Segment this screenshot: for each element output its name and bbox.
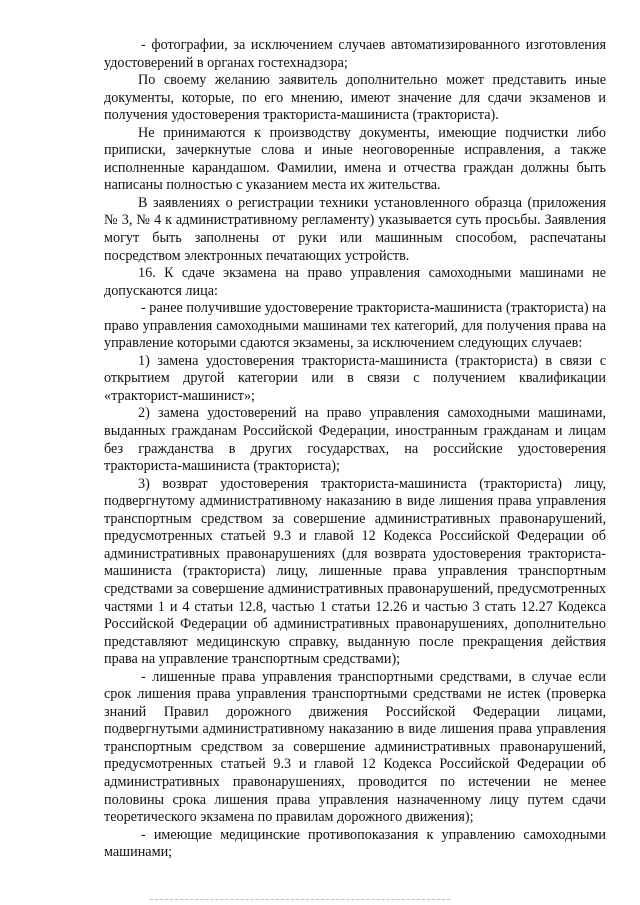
paragraph-additional-documents: По своему желанию заявитель дополнительно может представить иные документы, которые, по его мнению, имеют значение для сдачи экзаменов и получения удостоверения тракториста-машиниста (тракториста). <box>104 72 606 124</box>
paragraph-medical-contraindications: - имеющие медицинские противопоказания к управлению самоходными машинами; <box>104 826 606 861</box>
paragraph-item-16: 16. К сдаче экзамена на право управления самоходными машинами не допускаются лица: <box>104 265 606 299</box>
paragraph-photographs: - фотографии, за исключением случаев автоматизированного изготовления удостоверений в органах гостехнадзора; <box>104 37 606 71</box>
paragraph-not-accepted-documents: Не принимаются к производству документы, имеющие подчистки либо приписки, зачеркнутые слова и иные неоговоренные исправления, а также исполненные карандашом. Фамилии, имена и отчества граждан должны быть написаны полностью с указанием места их жительства. <box>104 124 606 194</box>
paragraph-case-3: 3) возврат удостоверения тракториста-машиниста (тракториста) лицу, подвергнутому административному наказанию в виде лишения права управления транспортным средством за совершение административных правонарушений, предусмотренных статьей 9.3 и главой 12 Кодекса Российской Федерации об административных правонарушениях (для возврата удостоверения тракториста-машиниста (тракториста) лицу, лишенные права управления транспортным средствами за совершение административных правонарушений, предусмотренных частями 1 и 4 статьи 12.8, частью 1 статьи 12.26 и частью 3 стать 12.27 Кодекса Российской Федерации об административных правонарушениях, дополнительно представляют медицинскую справку, выданную после прекращения действия права на управление транспортным средствами); <box>104 475 606 668</box>
paragraph-applications: В заявлениях о регистрации техники установленного образца (приложения № 3, № 4 к административному регламенту) указывается суть просьбы. Заявления могут быть заполнены от руки или машинным способом, распечатаны посредством электронных печатающих устройств. <box>104 194 606 264</box>
paragraph-case-2: 2) замена удостоверений на право управления самоходными машинами, выданных гражданам Российской Федерации, иностранным гражданам и лицам без гражданства в других государствах, на российские удостоверения тракториста-машиниста (тракториста); <box>104 405 606 475</box>
page-bottom-rule <box>150 899 450 901</box>
paragraph-deprived-rights: - лишенные права управления транспортными средствами, в случае если срок лишения права управления транспортными средствами не истек (проверка знаний Правил дорожного движения Российской Федерации лицами, подвергнутыми административному наказанию в виде лишения права управления транспортным средством за совершение административных правонарушений, предусмотренных статьей 9.3 и главой 12 Кодекса Российской Федерации об административных правонарушениях, проводится по истечении не менее половины срока лишения права управления назначенному лицу путем сдачи теоретического экзамена по правилам дорожного движения); <box>104 668 606 826</box>
paragraph-case-1: 1) замена удостоверения тракториста-машиниста (тракториста) в связи с открытием другой категории или в связи с получением квалификации «тракторист-машинист»; <box>104 352 606 404</box>
paragraph-previously-received: - ранее получившие удостоверение тракториста-машиниста (тракториста) на право управления самоходными машинами тех категорий, для получения права на управление которыми сдаются экзамены, за исключением следующих случаев: <box>104 300 606 352</box>
